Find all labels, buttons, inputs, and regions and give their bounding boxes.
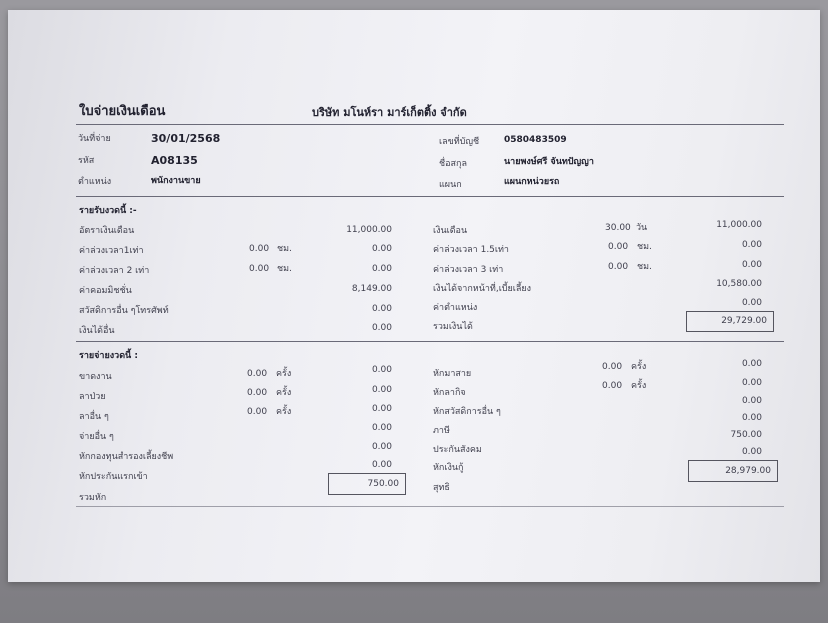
leave-label: ลาอื่น ๆ bbox=[79, 412, 109, 422]
late-value: 0.00 bbox=[741, 359, 762, 369]
ot1-label: ค่าล่วงเวลา1เท่า bbox=[79, 246, 144, 256]
allowance-label: เงินได้จากหน้าที่,เบี้ยเลี้ยง bbox=[433, 284, 532, 294]
personal-leave-unit: ครั้ง bbox=[631, 381, 647, 391]
paper-sheet bbox=[8, 10, 820, 582]
leave-value: 0.00 bbox=[371, 404, 392, 414]
personal-leave-label: หักลากิจ bbox=[433, 388, 466, 398]
account-number: 0580483509 bbox=[504, 135, 567, 145]
footer-rule bbox=[76, 506, 784, 507]
late-label: หักมาสาย bbox=[433, 369, 472, 379]
loan-value: 0.00 bbox=[741, 447, 762, 457]
account-label: เลขที่บัญชี bbox=[439, 137, 480, 147]
company-name: บริษัท มโนห์รา มาร์เก็ตติ้ง จำกัด bbox=[312, 106, 467, 119]
late-count: 0.00 bbox=[602, 362, 623, 372]
provident-value: 0.00 bbox=[371, 442, 392, 452]
salary-days: 30.00 bbox=[605, 223, 631, 233]
ot1-hours: 0.00 bbox=[249, 244, 270, 254]
ot3-value: 0.00 bbox=[741, 260, 762, 270]
ot1-unit: ชม. bbox=[277, 244, 292, 254]
other-welfare-label: หักสวัสดิการอื่น ๆ bbox=[433, 407, 501, 417]
net-pay-label: สุทธิ bbox=[433, 483, 450, 493]
social-security-value: 750.00 bbox=[730, 430, 762, 440]
misc-label: จ่ายอื่น ๆ bbox=[79, 432, 114, 442]
personal-leave-value: 0.00 bbox=[741, 378, 762, 388]
employee-code: A08135 bbox=[151, 154, 198, 167]
code-label: รหัส bbox=[78, 156, 95, 166]
leave-count: 0.00 bbox=[247, 407, 268, 417]
header-rule bbox=[76, 124, 784, 125]
salary-days-unit: วัน bbox=[636, 223, 648, 233]
employee-dept: แผนกหน่วยรถ bbox=[504, 177, 560, 187]
sick-value: 0.00 bbox=[371, 385, 392, 395]
deduction-total-value: 750.00 bbox=[367, 479, 399, 489]
rate-label: อัตราเงินเดือน bbox=[79, 226, 135, 236]
absent-label: ขาดงาน bbox=[79, 372, 112, 382]
ot3-hours: 0.00 bbox=[608, 262, 629, 272]
ot2-unit: ชม. bbox=[277, 264, 292, 274]
payslip bbox=[8, 10, 820, 582]
welfare-value: 0.00 bbox=[371, 304, 392, 314]
misc-value: 0.00 bbox=[371, 423, 392, 433]
income-heading: รายรับงวดนี้ :- bbox=[79, 206, 137, 216]
ot15-label: ค่าล่วงเวลา 1.5เท่า bbox=[433, 245, 509, 255]
absent-unit: ครั้ง bbox=[276, 369, 292, 379]
dept-label: แผนก bbox=[439, 180, 462, 190]
income-total-box bbox=[686, 311, 774, 332]
personal-leave-count: 0.00 bbox=[602, 381, 623, 391]
income-total-value: 29,729.00 bbox=[721, 316, 767, 326]
late-unit: ครั้ง bbox=[631, 362, 647, 372]
position-label: ตำแหน่ง bbox=[78, 177, 112, 187]
welfare-label: สวัสดิการอื่น ๆโทรศัพท์ bbox=[79, 306, 169, 316]
deduction-heading: รายจ่ายงวดนี้ : bbox=[79, 351, 138, 361]
net-pay-box bbox=[688, 460, 778, 482]
other-income-label: เงินได้อื่น bbox=[79, 326, 115, 336]
loan-label: หักเงินกู้ bbox=[433, 463, 464, 473]
commission-label: ค่าคอมมิชชั่น bbox=[79, 286, 132, 296]
tax-label: ภาษี bbox=[433, 426, 450, 436]
sick-unit: ครั้ง bbox=[276, 388, 292, 398]
ot15-hours: 0.00 bbox=[608, 242, 629, 252]
allowance-value: 10,580.00 bbox=[716, 279, 762, 289]
salary-label: เงินเดือน bbox=[433, 226, 468, 236]
ot3-unit: ชม. bbox=[637, 262, 652, 272]
commission-value: 8,149.00 bbox=[351, 284, 392, 294]
ot15-value: 0.00 bbox=[741, 240, 762, 250]
ot2-value: 0.00 bbox=[371, 264, 392, 274]
name-label: ชื่อสกุล bbox=[439, 159, 467, 169]
pay-date: 30/01/2568 bbox=[151, 132, 221, 145]
absent-value: 0.00 bbox=[371, 365, 392, 375]
slip-title: ใบจ่ายเงินเดือน bbox=[79, 104, 166, 119]
deduction-total-box bbox=[328, 473, 406, 495]
position-pay-label: ค่าตำแหน่ง bbox=[433, 303, 478, 313]
provident-label: หักกองทุนสำรองเลี้ยงชีพ bbox=[79, 452, 174, 462]
section-rule bbox=[76, 341, 784, 342]
other-welfare-value: 0.00 bbox=[741, 396, 762, 406]
income-total-label: รวมเงินได้ bbox=[433, 322, 473, 332]
ot2-hours: 0.00 bbox=[249, 264, 270, 274]
pay-date-label: วันที่จ่าย bbox=[78, 134, 111, 144]
other-income-value: 0.00 bbox=[371, 323, 392, 333]
social-security-label: ประกันสังคม bbox=[433, 445, 482, 455]
ot2-label: ค่าล่วงเวลา 2 เท่า bbox=[79, 266, 150, 276]
tax-value: 0.00 bbox=[741, 413, 762, 423]
employee-name: นายพงษ์ศรี จันทปัญญา bbox=[504, 157, 594, 167]
header-bottom-rule bbox=[76, 196, 784, 197]
salary-value: 11,000.00 bbox=[716, 220, 762, 230]
absent-count: 0.00 bbox=[247, 369, 268, 379]
position-pay-value: 0.00 bbox=[741, 298, 762, 308]
net-pay-value: 28,979.00 bbox=[725, 466, 771, 476]
ot1-value: 0.00 bbox=[371, 244, 392, 254]
insurance-value: 0.00 bbox=[371, 460, 392, 470]
ot15-unit: ชม. bbox=[637, 242, 652, 252]
employee-position: พนักงานขาย bbox=[151, 176, 201, 186]
sick-label: ลาป่วย bbox=[79, 392, 106, 402]
sick-count: 0.00 bbox=[247, 388, 268, 398]
ot3-label: ค่าล่วงเวลา 3 เท่า bbox=[433, 265, 504, 275]
deduction-total-label: รวมหัก bbox=[79, 493, 107, 503]
rate-value: 11,000.00 bbox=[346, 225, 392, 235]
insurance-label: หักประกันแรกเข้า bbox=[79, 472, 148, 482]
leave-unit: ครั้ง bbox=[276, 407, 292, 417]
